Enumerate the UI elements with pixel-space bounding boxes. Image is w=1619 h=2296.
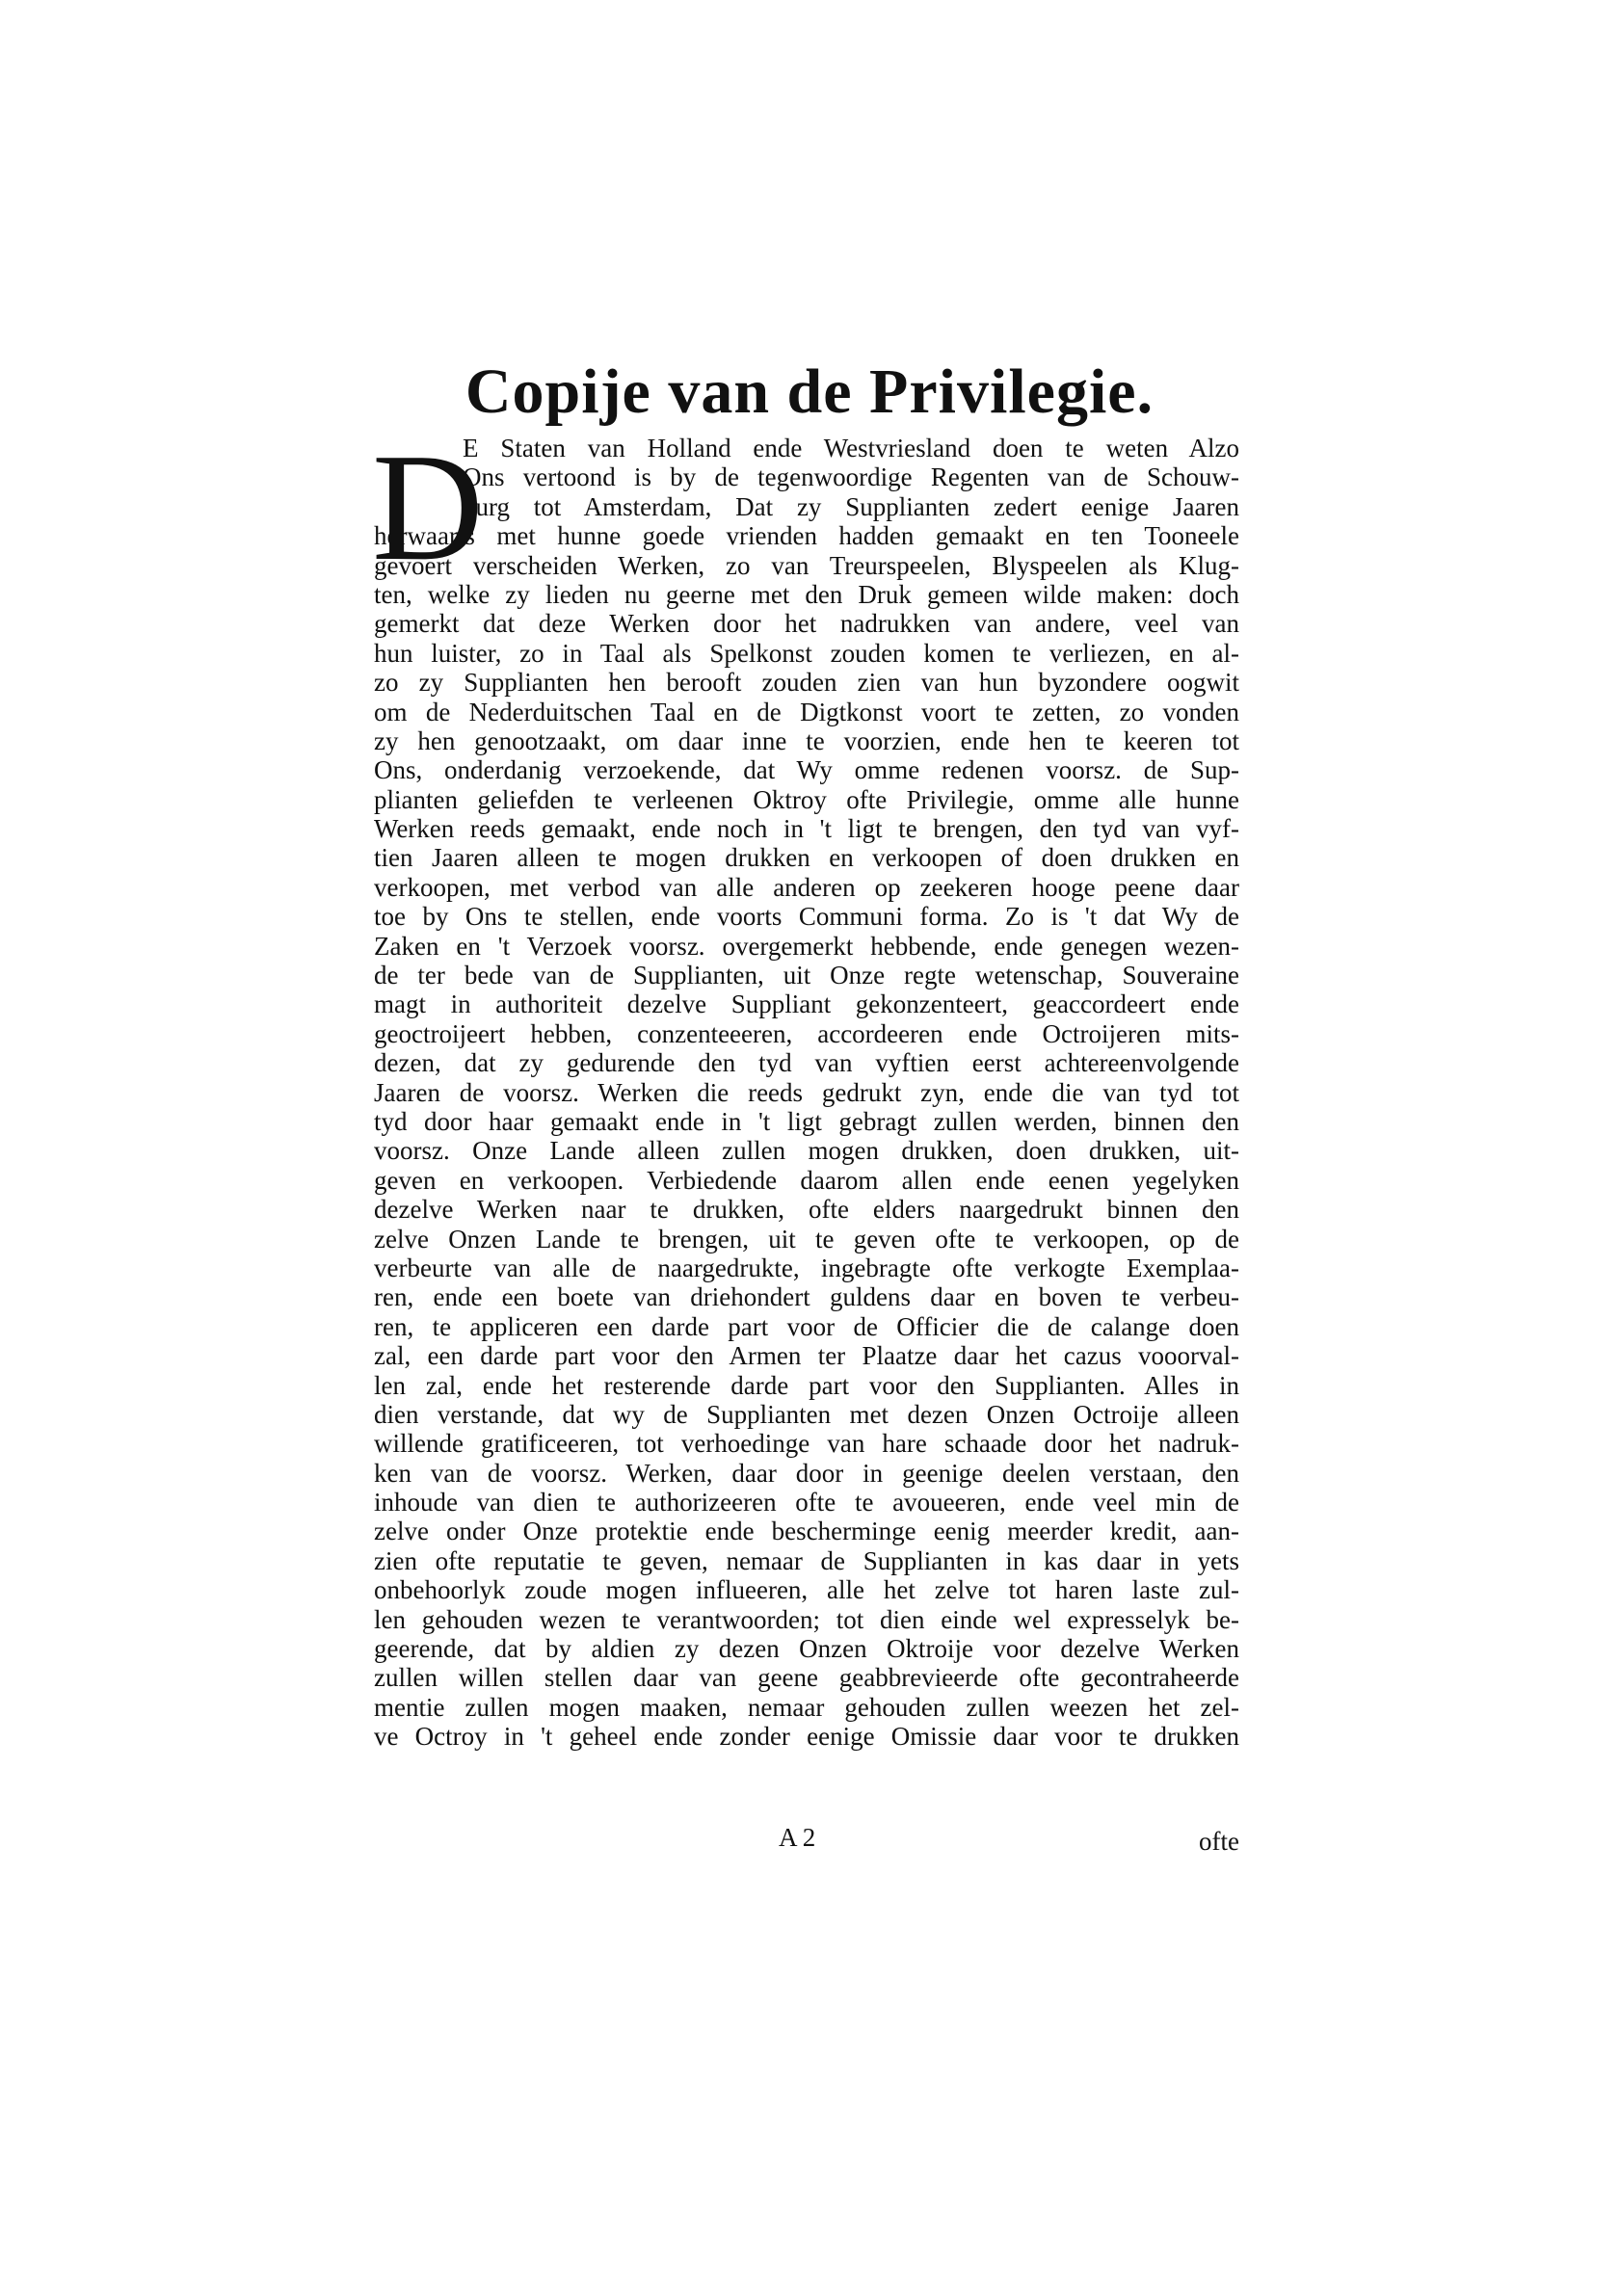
text-line: onbehoorlyk zoude mogen influeeren, alle het zelve tot haren laste zul- bbox=[374, 1575, 1239, 1605]
text-line: dien verstande, dat wy de Supplianten met dezen Onzen Octroije alleen bbox=[374, 1399, 1239, 1429]
text-line: Jaaren de voorsz. Werken die reeds gedrukt zyn, ende die van tyd tot bbox=[374, 1077, 1239, 1107]
signature-mark: A 2 bbox=[779, 1823, 816, 1852]
text-line: len zal, ende het resterende darde part voor den Supplianten. Alles in bbox=[374, 1370, 1239, 1400]
text-line: toe by Ons te stellen, ende voorts Communi forma. Zo is 't dat Wy de bbox=[374, 902, 1239, 932]
text-line: ren, te appliceren een darde part voor de Officier die de calange doen bbox=[374, 1311, 1239, 1341]
text-line: magt in authoriteit dezelve Suppliant gekonzenteert, geaccordeert ende bbox=[374, 990, 1239, 1019]
text-line: gemerkt dat deze Werken door het nadrukken van andere, veel van bbox=[374, 609, 1239, 639]
drop-cap: D bbox=[372, 421, 484, 593]
text-line: dezen, dat zy gedurende den tyd van vyftien eerst achtereenvolgende bbox=[374, 1048, 1239, 1078]
privilege-text bbox=[372, 421, 1239, 1752]
text-line: tien Jaaren alleen te mogen drukken en verkoopen of doen drukken en bbox=[374, 843, 1239, 873]
text-line: plianten geliefden te verleenen Oktroy ofte Privilegie, omme alle hunne bbox=[374, 784, 1239, 814]
text-line: zien ofte reputatie te geven, nemaar de Supplianten in kas daar in yets bbox=[374, 1545, 1239, 1575]
text-line: burg tot Amsterdam, Dat zy Supplianten zedert eenige Jaaren bbox=[463, 491, 1239, 521]
text-line: herwaarts met hunne goede vrienden hadden gemaakt en ten Tooneele bbox=[374, 521, 1239, 551]
text-line: zy hen genootzaakt, om daar inne te voorzien, ende hen te keeren tot bbox=[374, 726, 1239, 755]
text-line: verkoopen, met verbod van alle anderen op zeekeren hooge peene daar bbox=[374, 872, 1239, 902]
text-line: Zaken en 't Verzoek voorsz. overgemerkt hebbende, ende genegen wezen- bbox=[374, 931, 1239, 961]
text-line: gevoert verscheiden Werken, zo van Treurspeelen, Blyspeelen als Klug- bbox=[374, 550, 1239, 580]
text-line: zal, een darde part voor den Armen ter Plaatze daar het cazus vooorval- bbox=[374, 1341, 1239, 1371]
text-line: de ter bede van de Supplianten, uit Onze regte wetenschap, Souveraine bbox=[374, 961, 1239, 990]
text-line: geoctroijeert hebben, conzenteeeren, accordeeren ende Octroijeren mits- bbox=[374, 1018, 1239, 1048]
text-line: ken van de voorsz. Werken, daar door in geenige deelen verstaan, den bbox=[374, 1458, 1239, 1488]
text-line: dezelve Werken naar te drukken, ofte elders naargedrukt binnen den bbox=[374, 1195, 1239, 1225]
text-line: E Staten van Holland ende Westvriesland doen te weten Alzo bbox=[463, 434, 1239, 462]
text-line: Ons vertoond is by de tegenwoordige Regenten van de Schouw- bbox=[463, 462, 1239, 492]
text-line: Werken reeds gemaakt, ende noch in 't ligt te brengen, den tyd van vyf- bbox=[374, 814, 1239, 844]
text-line: zo zy Supplianten hen berooft zouden zien van hun byzondere oogwit bbox=[374, 668, 1239, 698]
text-line: ten, welke zy lieden nu geerne met den Druk gemeen wilde maken: doch bbox=[374, 579, 1239, 609]
text-line: ve Octroy in 't geheel ende zonder eenige Omissie daar voor te drukken bbox=[374, 1722, 1239, 1752]
text-line: hun luister, zo in Taal als Spelkonst zouden komen te verliezen, en al- bbox=[374, 638, 1239, 668]
text-line: willende gratificeeren, tot verhoedinge van hare schaade door het nadruk- bbox=[374, 1429, 1239, 1459]
text-line: zelve Onzen Lande te brengen, uit te geven ofte te verkoopen, op de bbox=[374, 1224, 1239, 1254]
text-line: Ons, onderdanig verzoekende, dat Wy omme redenen voorsz. de Sup- bbox=[374, 755, 1239, 785]
text-line: zelve onder Onze protektie ende bescherminge eenig meerder kredit, aan- bbox=[374, 1517, 1239, 1546]
text-line: voorsz. Onze Lande alleen zullen mogen drukken, doen drukken, uit- bbox=[374, 1136, 1239, 1166]
page-footer bbox=[374, 1823, 1239, 1856]
text-line: ren, ende een boete van driehondert guldens daar en boven te verbeu- bbox=[374, 1282, 1239, 1312]
catchword: ofte bbox=[1199, 1827, 1239, 1856]
page-title: Copije van de Privilegie. bbox=[464, 356, 1155, 428]
text-line: geven en verkoopen. Verbiedende daarom allen ende eenen yegelyken bbox=[374, 1165, 1239, 1195]
text-line: tyd door haar gemaakt ende in 't ligt gebragt zullen werden, binnen den bbox=[374, 1106, 1239, 1136]
text-line: len gehouden wezen te verantwoorden; tot dien einde wel expresselyk be- bbox=[374, 1604, 1239, 1634]
text-line: om de Nederduitschen Taal en de Digtkonst voort te zetten, zo vonden bbox=[374, 697, 1239, 726]
text-line: geerende, dat by aldien zy dezen Onzen Oktroije voor dezelve Werken bbox=[374, 1634, 1239, 1664]
text-line: inhoude van dien te authorizeeren ofte te avoueeren, ende veel min de bbox=[374, 1488, 1239, 1517]
text-line: verbeurte van alle de naargedrukte, ingebragte ofte verkogte Exemplaa- bbox=[374, 1253, 1239, 1282]
text-line: zullen willen stellen daar van geene geabbrevieerde ofte gecontraheerde bbox=[374, 1663, 1239, 1693]
text-line: mentie zullen mogen maaken, nemaar gehouden zullen weezen het zel- bbox=[374, 1692, 1239, 1722]
text-lines bbox=[374, 434, 1239, 1752]
